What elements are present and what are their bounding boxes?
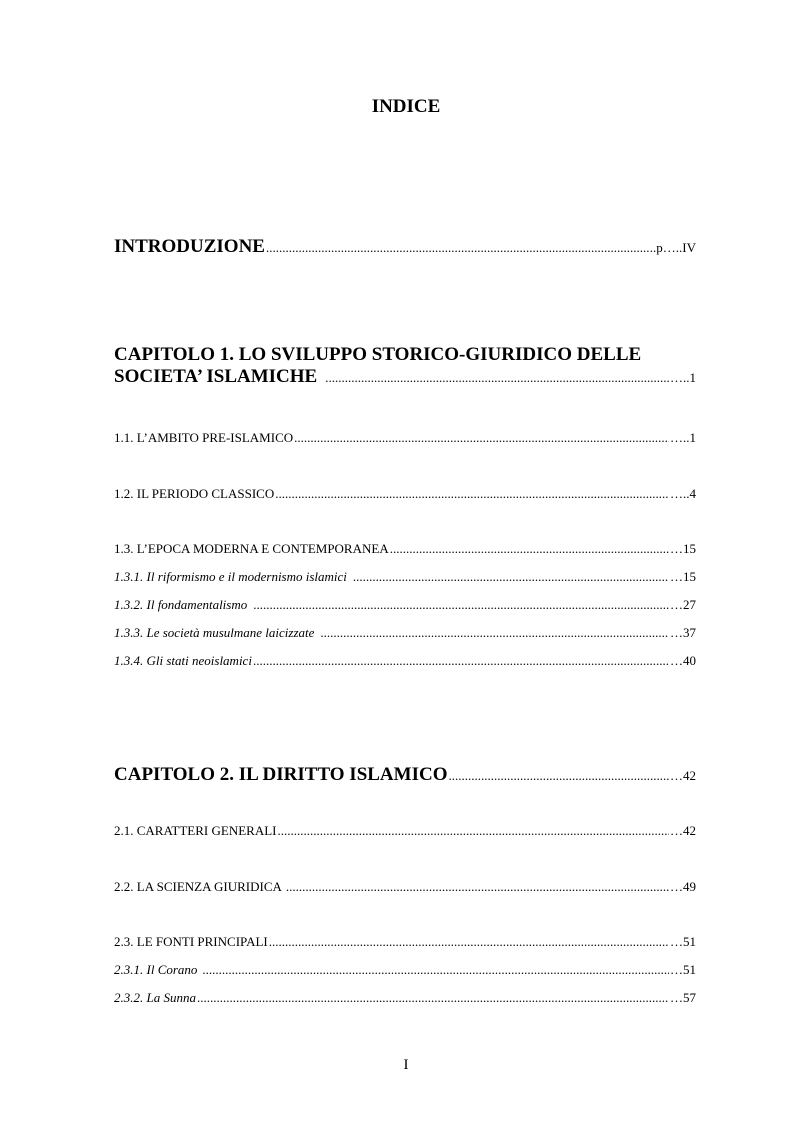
page-number: I [403,1057,409,1073]
chapter-2-title: . IL DIRITTO ISLAMICO [229,764,448,785]
toc-page: …49 [670,879,696,894]
dot-leader [325,370,669,386]
toc-label: 2.3.1. Il Corano [114,962,198,977]
toc-label: SOCIETA’ ISLAMICHE [114,366,318,387]
toc-page: …..1 [670,370,696,385]
toc-entry-1-3[interactable] [114,541,696,557]
dot-leader [197,990,669,1006]
toc-page: …27 [670,597,696,612]
toc-entry-introduction[interactable] [114,236,696,258]
toc-label: 1.3.2. Il fondamentalismo [114,597,248,612]
toc-label: 2.2. LA SCIENZA GIURIDICA [114,879,282,894]
toc-entry-2-1[interactable] [114,823,696,839]
toc-entry-2-3-2[interactable] [114,990,696,1006]
toc-page: …51 [670,934,696,949]
dot-leader [202,962,669,978]
toc-entry-2-3[interactable] [114,934,696,950]
toc-label: 2.1. CARATTERI GENERALI [114,823,277,838]
toc-page: …..4 [670,486,696,501]
toc-label: 1.2. IL PERIODO CLASSICO [114,486,275,501]
toc-page: …57 [670,990,696,1005]
dot-leader [278,823,670,839]
toc-page: …15 [670,569,696,584]
dot-leader [275,486,669,502]
dot-leader [266,240,649,256]
dot-leader [253,597,669,613]
dot-leader [353,569,669,585]
chapter-2-number: CAPITOLO 2 [114,764,230,785]
toc-entry-1-1[interactable] [114,430,696,446]
toc-entry-1-3-4[interactable] [114,653,696,669]
toc-label: 1.3. L’EPOCA MODERNA E CONTEMPORANEA [114,541,389,556]
toc-page: ..p…..IV [649,240,696,255]
toc-label: 2.3. LE FONTI PRINCIPALI [114,934,268,949]
page-title: INDICE [371,96,441,117]
toc-entry-2-2[interactable] [114,879,696,895]
toc-page: …..1 [670,430,696,445]
dot-leader [448,768,669,784]
toc-label: INTRODUZIONE [114,236,265,257]
toc-page: …51 [670,962,696,977]
toc-page: …42 [670,768,696,783]
toc-page: …15 [670,541,696,556]
toc-entry-1-2[interactable] [114,486,696,502]
toc-label: 1.3.3. Le società musulmane laicizzate [114,625,315,640]
toc-entry-2-3-1[interactable] [114,962,696,978]
dot-leader [253,653,669,669]
dot-leader [269,934,669,950]
dot-leader [390,541,669,557]
toc-label: 1.3.1. Il riformismo e il modernismo islamici [114,569,347,584]
toc-entry-1-3-1[interactable] [114,569,696,585]
dot-leader [320,625,669,641]
dot-leader [286,879,669,895]
toc-entry-chapter-1[interactable] [114,366,696,388]
toc-label: 2.3.2. La Sunna [114,990,196,1005]
dot-leader [294,430,669,446]
chapter-1-title-line1: CAPITOLO 1. LO SVILUPPO STORICO-GIURIDICO DELLE [114,344,642,365]
toc-page: …37 [670,625,696,640]
toc-label [114,764,447,786]
toc-page: …40 [670,653,696,668]
toc-label: 1.3.4. Gli stati neoislamici [114,653,252,668]
toc-entry-1-3-2[interactable] [114,597,696,613]
toc-label: 1.1. L’AMBITO PRE-ISLAMICO [114,430,294,445]
toc-entry-chapter-2[interactable] [114,764,696,786]
toc-page: …42 [670,823,696,838]
toc-entry-1-3-3[interactable] [114,625,696,641]
